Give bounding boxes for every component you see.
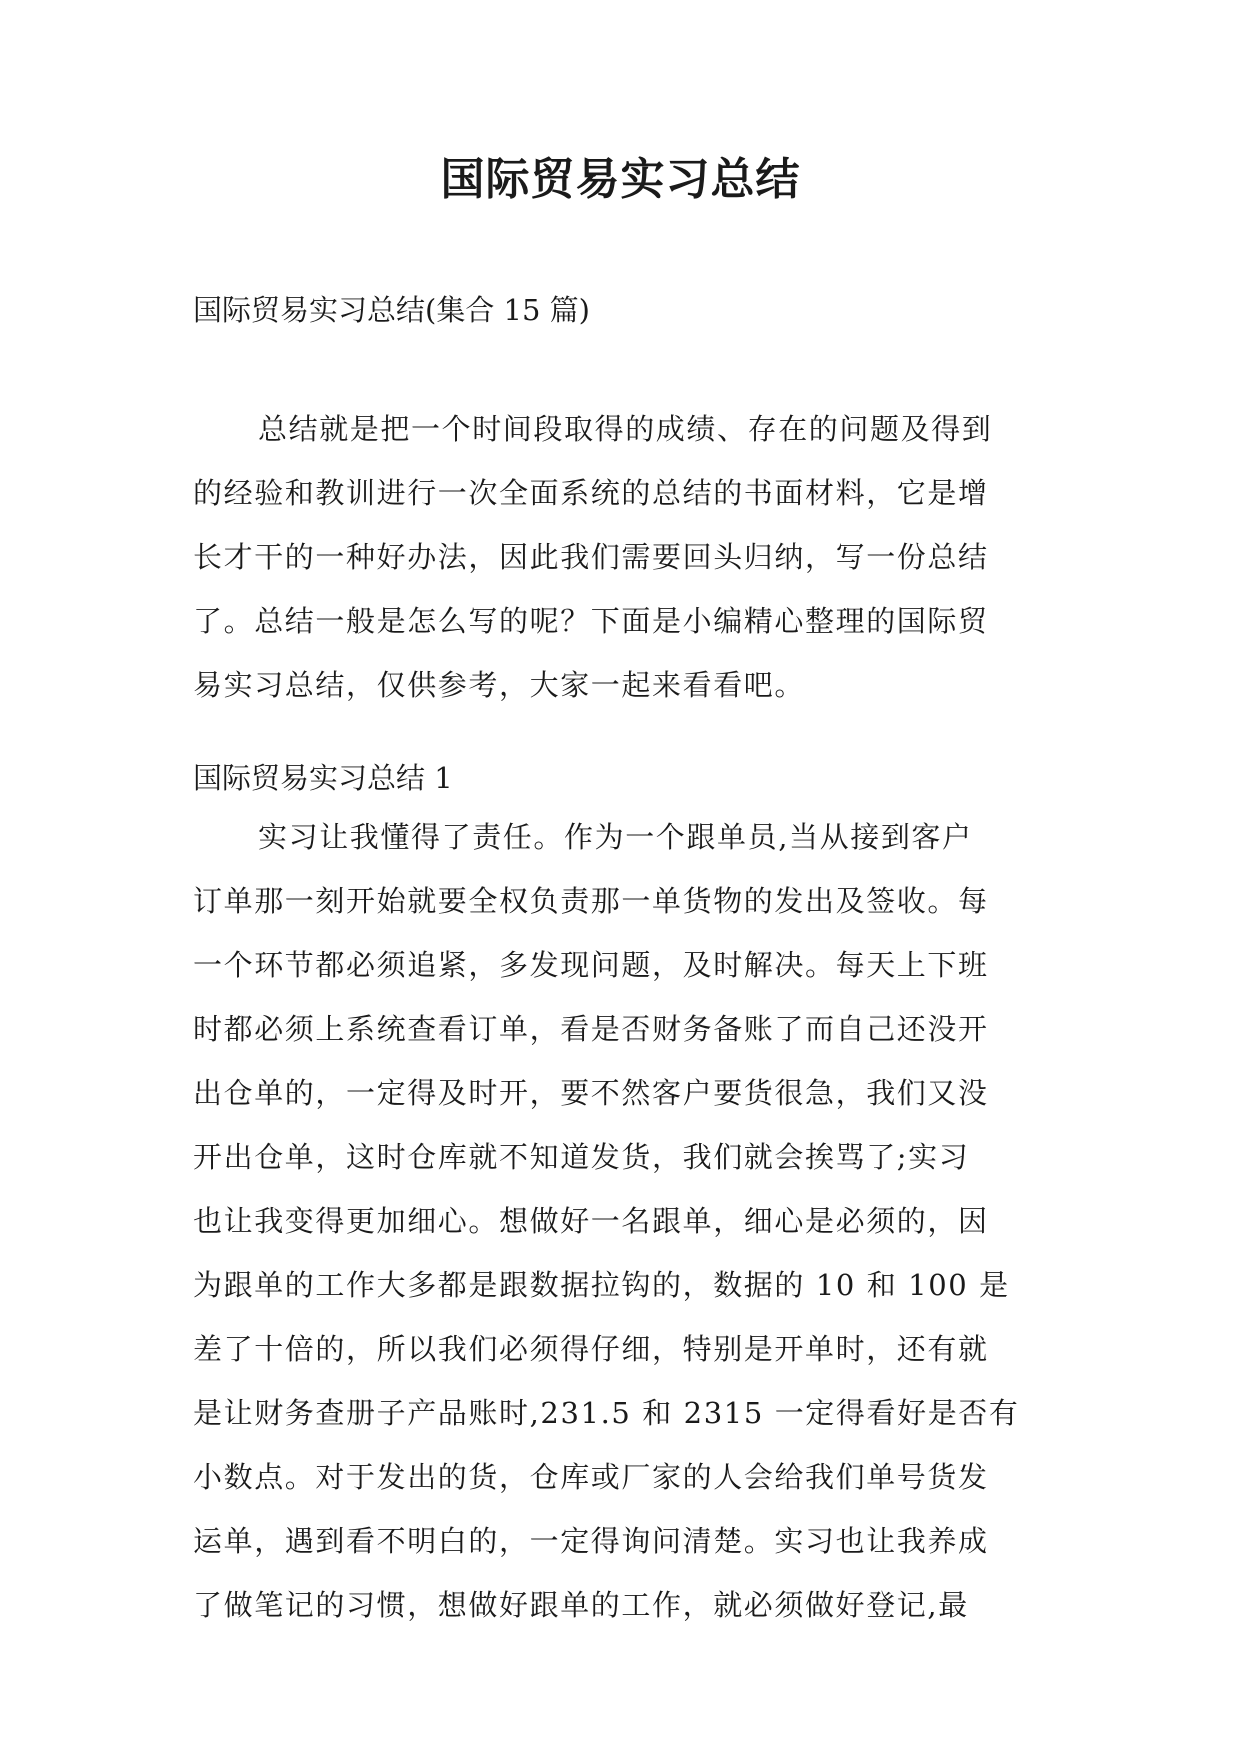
paragraph-line: 总结就是把一个时间段取得的成绩、存在的问题及得到 <box>258 412 993 446</box>
section-heading: 国际贸易实习总结 1 <box>193 761 453 795</box>
paragraph-line: 运单，遇到看不明白的，一定得询问清楚。实习也让我养成 <box>193 1524 989 1558</box>
paragraph-line: 为跟单的工作大多都是跟数据拉钩的，数据的 10 和 100 是 <box>193 1268 1010 1302</box>
paragraph-line: 实习让我懂得了责任。作为一个跟单员,当从接到客户 <box>258 820 973 854</box>
paragraph-line: 长才干的一种好办法，因此我们需要回头归纳，写一份总结 <box>193 540 989 574</box>
paragraph-line: 是让财务查册子产品账时,231.5 和 2315 一定得看好是否有 <box>193 1396 1020 1430</box>
paragraph-line: 一个环节都必须追紧，多发现问题，及时解决。每天上下班 <box>193 948 989 982</box>
section-body-paragraph <box>193 805 1053 1637</box>
paragraph-line: 的经验和教训进行一次全面系统的总结的书面材料，它是增 <box>193 476 989 510</box>
paragraph-line: 也让我变得更加细心。想做好一名跟单，细心是必须的，因 <box>193 1204 989 1238</box>
paragraph-line: 易实习总结，仅供参考，大家一起来看看吧。 <box>193 668 806 702</box>
page-title: 国际贸易实习总结 <box>440 154 801 205</box>
paragraph-line: 差了十倍的，所以我们必须得仔细，特别是开单时，还有就 <box>193 1332 989 1366</box>
paragraph-line: 出仓单的，一定得及时开，要不然客户要货很急，我们又没 <box>193 1076 989 1110</box>
paragraph-line: 小数点。对于发出的货，仓库或厂家的人会给我们单号货发 <box>193 1460 989 1494</box>
paragraph-line: 开出仓单，这时仓库就不知道发货，我们就会挨骂了;实习 <box>193 1140 970 1174</box>
paragraph-line: 了。总结一般是怎么写的呢？下面是小编精心整理的国际贸 <box>193 604 989 638</box>
paragraph-line: 订单那一刻开始就要全权负责那一单货物的发出及签收。每 <box>193 884 989 918</box>
paragraph-line: 了做笔记的习惯，想做好跟单的工作，就必须做好登记,最 <box>193 1588 969 1622</box>
paragraph-line: 时都必须上系统查看订单，看是否财务备账了而自己还没开 <box>193 1012 989 1046</box>
document-subtitle: 国际贸易实习总结(集合 15 篇) <box>193 293 590 327</box>
intro-paragraph <box>193 397 1053 717</box>
